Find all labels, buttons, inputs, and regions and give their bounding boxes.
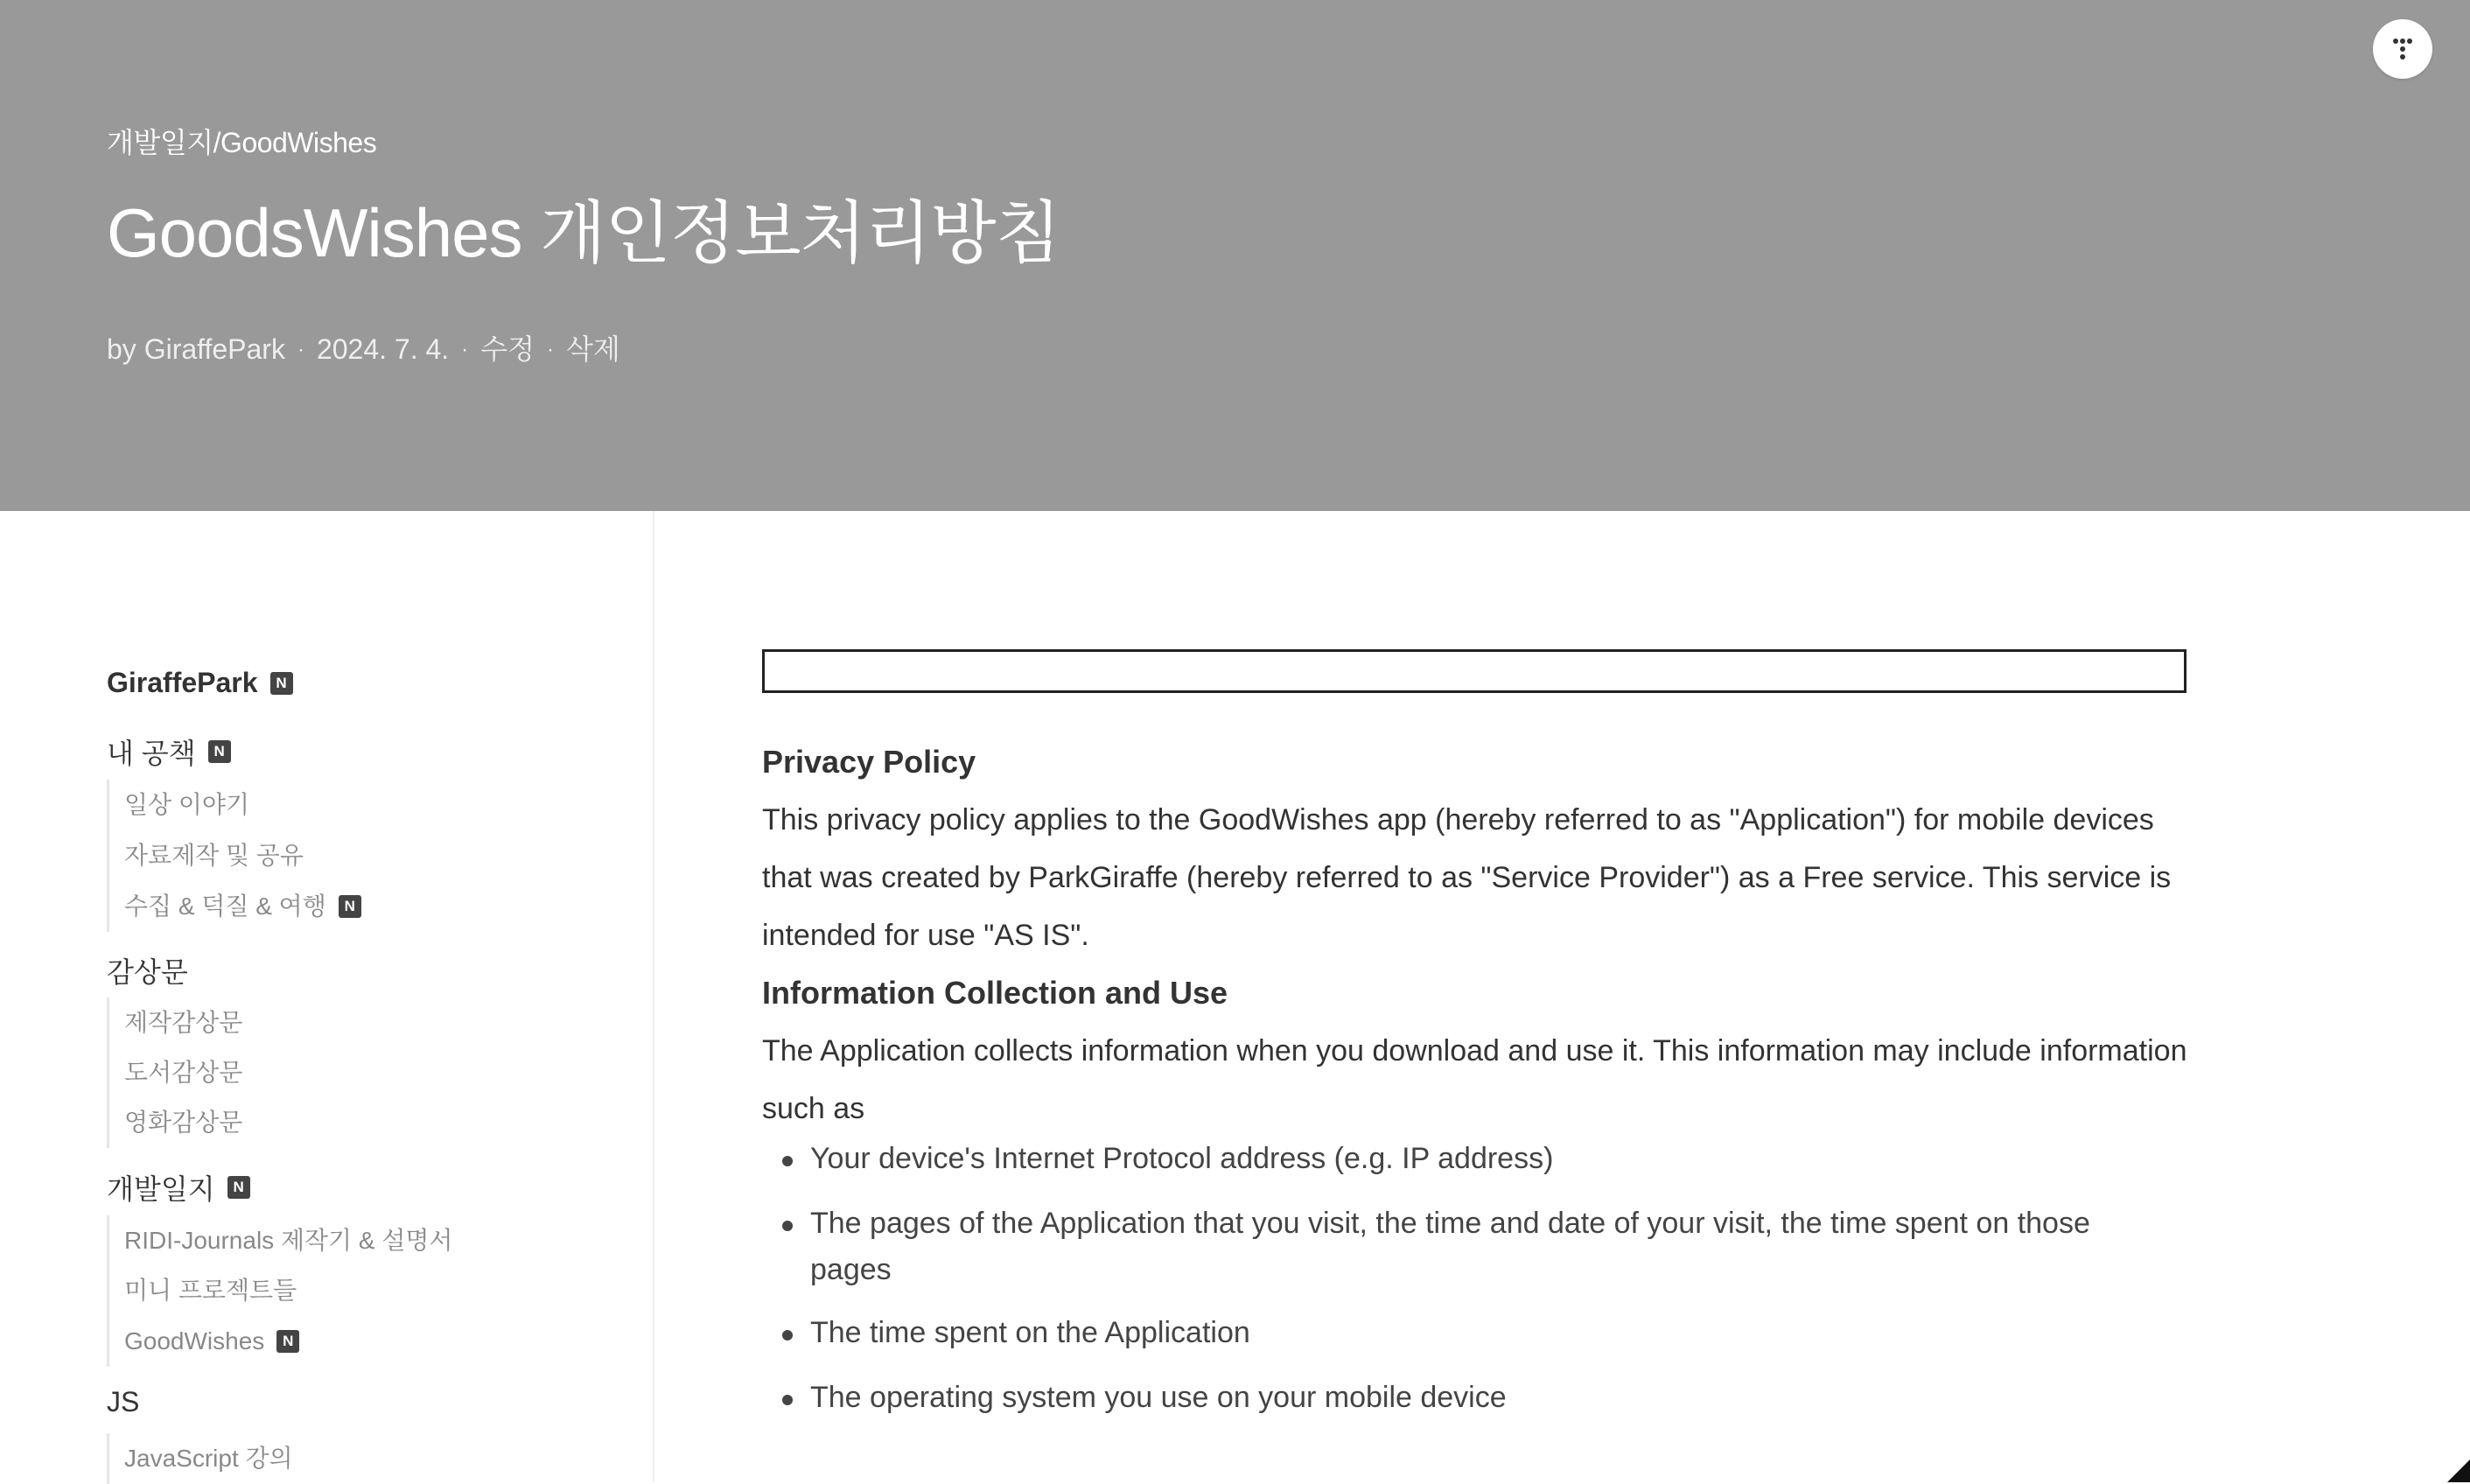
sidebar-category-notebook[interactable] — [107, 732, 231, 772]
sidebar-item-resources[interactable]: 자료제작 및 공유 — [107, 830, 304, 881]
section-heading: Privacy Policy — [762, 744, 976, 780]
new-badge: N — [339, 895, 361, 918]
section-paragraph: This privacy policy applies to the GoodWishes app (hereby referred to as "Application") for mobile devices that was created by ParkGiraffe (hereby referred to as "Service Provider") as a Free service. This service is intended for use "AS IS". — [762, 803, 2172, 952]
section-paragraph: The Application collects information when you download and use it. This information may include information such as — [762, 1034, 2187, 1125]
new-badge: N — [270, 672, 293, 695]
sidebar-category-devlog[interactable] — [107, 1167, 250, 1208]
sidebar-item-js-lecture[interactable]: JavaScript 강의 — [107, 1433, 293, 1484]
edit-link[interactable]: 수정 — [480, 333, 535, 365]
sidebar-blog-name[interactable] — [107, 667, 293, 699]
new-badge: N — [227, 1176, 250, 1199]
window-corner — [2447, 1460, 2470, 1482]
blog-name-label: GiraffePark — [107, 667, 258, 698]
sidebar-item-ridi-journals[interactable]: RIDI-Journals 제작기 & 설명서 — [107, 1215, 452, 1266]
menu-button[interactable] — [2373, 19, 2432, 79]
post-header — [0, 0, 2470, 511]
new-badge: N — [208, 740, 231, 763]
sidebar-item-mini-projects[interactable]: 미니 프로젝트들 — [107, 1265, 297, 1316]
sidebar-item-book-review[interactable]: 도서감상문 — [107, 1047, 242, 1098]
list-item: The pages of the Application that you visit, the time and date of your visit, the time spent on those pages — [810, 1200, 2175, 1293]
list-item: The time spent on the Application — [810, 1310, 2175, 1356]
subcategory-label: 수집 & 덕질 & 여행 — [124, 892, 326, 920]
section-heading: Information Collection and Use — [762, 975, 1228, 1011]
meta-separator: · — [547, 338, 554, 361]
sidebar-item-collecting[interactable] — [107, 881, 361, 932]
sidebar-item-production-review[interactable]: 제작감상문 — [107, 998, 242, 1048]
list-item: The operating system you use on your mobile device — [810, 1375, 2175, 1421]
author-link[interactable]: by GiraffePark — [107, 333, 285, 365]
new-badge: N — [276, 1330, 299, 1353]
list-item: Your device's Internet Protocol address (e.g. IP address) — [810, 1136, 2175, 1182]
post-date: 2024. 7. 4. — [316, 333, 450, 365]
meta-separator: · — [297, 338, 304, 361]
category-sidebar — [0, 511, 654, 1482]
sidebar-category-js[interactable]: JS — [107, 1386, 140, 1418]
content-input-box[interactable] — [762, 649, 2187, 693]
sidebar-category-reviews[interactable]: 감상문 — [107, 956, 188, 988]
dots-menu-icon — [2390, 36, 2416, 62]
sidebar-item-goodwishes[interactable] — [107, 1316, 299, 1367]
meta-separator: · — [461, 338, 469, 361]
post-meta — [107, 327, 620, 368]
breadcrumb[interactable]: 개발일지/GoodWishes — [107, 127, 377, 158]
sidebar-item-movie-review[interactable]: 영화감상문 — [107, 1097, 242, 1148]
sidebar-item-daily[interactable]: 일상 이야기 — [107, 780, 249, 830]
category-label: 내 공책 — [107, 738, 196, 769]
subcategory-label: GoodWishes — [124, 1327, 265, 1354]
page-title: GoodsWishes 개인정보처리방침 — [107, 194, 1060, 271]
delete-link[interactable]: 삭제 — [566, 333, 620, 365]
category-label: 개발일지 — [107, 1173, 215, 1205]
